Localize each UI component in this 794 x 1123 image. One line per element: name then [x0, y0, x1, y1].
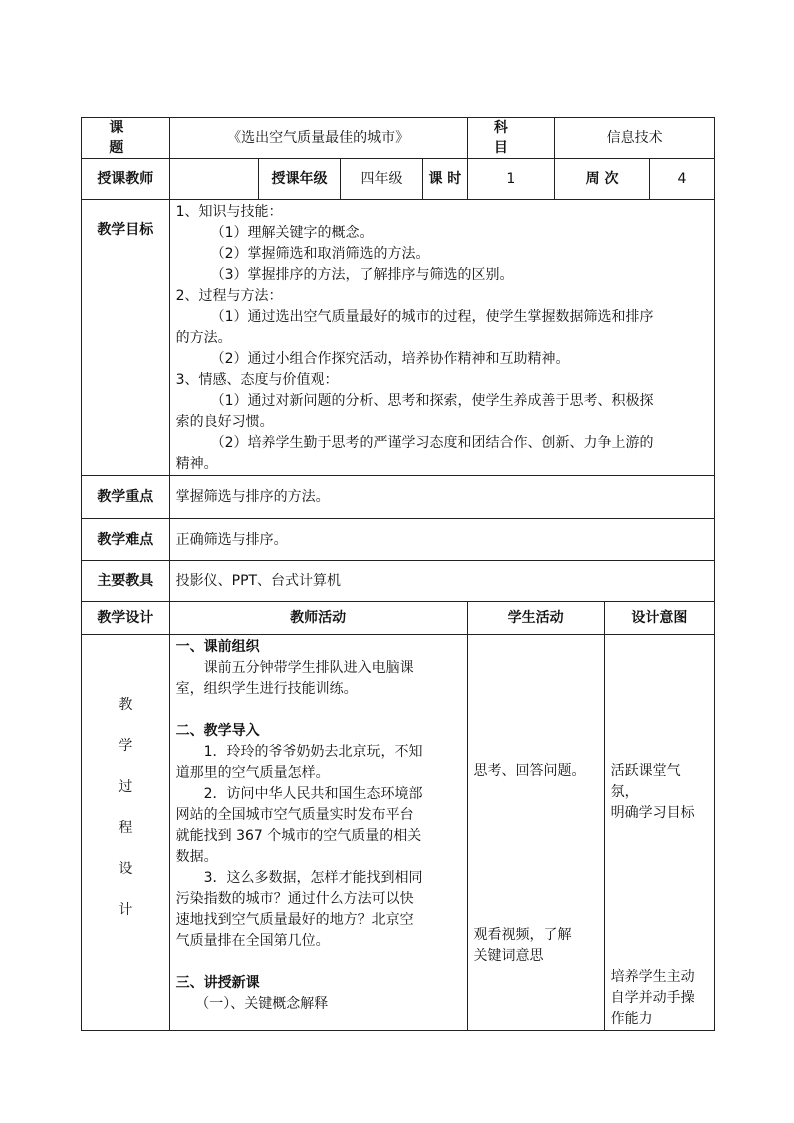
topic-row: [82, 118, 715, 159]
week-label: 周 次: [555, 159, 650, 200]
grade-value: 四年级: [340, 159, 422, 200]
teacher-activity-content: [169, 635, 467, 1031]
tools-value: 投影仪、PPT、台式计算机: [169, 561, 714, 602]
teacher-text: 3．这么多数据，怎样才能找到相同: [203, 870, 423, 886]
teacher-text: 室，组织学生进行技能训练。: [175, 681, 358, 697]
subject-label: 科 目: [467, 118, 555, 159]
process-vertical-label: [82, 635, 170, 1031]
difficulty-row: [82, 519, 715, 561]
section-heading: 一、课前组织: [175, 639, 260, 655]
objectives-label: 教学目标: [82, 200, 170, 476]
teacher-text: 就能找到 367 个城市的空气质量的相关: [175, 828, 422, 844]
grade-label: 授课年级: [259, 159, 340, 200]
lesson-plan-table: [81, 117, 715, 1031]
hours-label-text: 课 时: [428, 171, 462, 187]
student-text: 思考、回答问题。: [473, 763, 586, 779]
teacher-label: 授课教师: [82, 159, 170, 200]
teacher-text: 速地找到空气质量最好的地方？北京空: [175, 912, 414, 928]
objective-line: 的方法。: [175, 330, 232, 346]
teacher-text: 道那里的空气质量怎样。: [175, 765, 330, 781]
teacher-text: 数据。: [175, 849, 218, 865]
difficulty-label: 教学难点: [82, 519, 170, 561]
intent-text: 培养学生主动: [610, 969, 695, 985]
objective-line: （2）通过小组合作探究活动，培养协作精神和互助精神。: [210, 351, 570, 367]
teacher-text: 课前五分钟带学生排队进入电脑课: [203, 660, 414, 676]
key-point-row: [82, 476, 715, 519]
vertical-char: 计: [118, 902, 133, 918]
objectives-row: [82, 200, 715, 476]
objective-line: （1）通过对新问题的分析、思考和探索，使学生养成善于思考、积极探: [210, 393, 654, 409]
objective-line: （1）通过选出空气质量最好的城市的过程，使学生掌握数据筛选和排序: [210, 309, 654, 325]
tools-row: [82, 561, 715, 602]
teacher-text: 1．玲玲的爷爷奶奶去北京玩，不知: [203, 744, 423, 760]
key-point-label: 教学重点: [82, 476, 170, 519]
objective-line: （2）掌握筛选和取消筛选的方法。: [210, 246, 430, 262]
objective-line: 2、过程与方法：: [175, 288, 283, 304]
lesson-plan: [81, 117, 715, 1031]
student-text: 关键词意思: [473, 948, 544, 964]
section-heading: 三、讲授新课: [175, 975, 260, 991]
teacher-text: 2．访问中华人民共和国生态环境部: [203, 786, 423, 802]
objective-line: 精神。: [175, 456, 218, 472]
teacher-text: 网站的全国城市空气质量实时发布平台: [175, 807, 414, 823]
objective-line: （1）理解关键字的概念。: [210, 225, 374, 241]
hours-value: 1: [467, 159, 555, 200]
design-intent-content: [604, 635, 714, 1031]
student-activity-content: [467, 635, 604, 1031]
topic-label: 课 题: [82, 118, 170, 159]
teacher-text: 气质量排在全国第几位。: [175, 933, 330, 949]
objective-line: （3）掌握排序的方法，了解排序与筛选的区别。: [210, 267, 514, 283]
hours-label: [423, 159, 467, 200]
teacher-text: 污染指数的城市？通过什么方法可以快: [175, 891, 414, 907]
tools-label: 主要教具: [82, 561, 170, 602]
intent-text: 活跃课堂气氛，: [610, 763, 681, 800]
intent-text: 自学并动手操: [610, 990, 695, 1006]
design-header-row: [82, 602, 715, 635]
key-point-value: 掌握筛选与排序的方法。: [169, 476, 714, 519]
design-intent-header: 设计意图: [604, 602, 714, 635]
topic-value: 《选出空气质量最佳的城市》: [169, 118, 467, 159]
teacher-text: （一）、关键概念解释: [195, 996, 329, 1012]
teacher-activity-header: 教师活动: [169, 602, 467, 635]
vertical-char: 教: [118, 697, 133, 713]
vertical-char: 设: [118, 861, 133, 877]
student-text: 观看视频，了解: [473, 927, 572, 943]
objective-line: （2）培养学生勤于思考的严谨学习态度和团结合作、创新、力争上游的: [210, 435, 654, 451]
vertical-char: 学: [118, 738, 133, 754]
vertical-char: 过: [118, 779, 133, 795]
student-activity-header: 学生活动: [467, 602, 604, 635]
intent-text: 作能力: [610, 1011, 653, 1027]
vertical-char: 程: [118, 820, 133, 836]
objective-line: 1、知识与技能：: [175, 204, 283, 220]
objective-line: 索的良好习惯。: [175, 414, 274, 430]
design-label: 教学设计: [82, 602, 170, 635]
difficulty-value: 正确筛选与排序。: [169, 519, 714, 561]
teacher-value: [169, 159, 259, 200]
section-heading: 二、教学导入: [175, 723, 260, 739]
info-row: [82, 159, 715, 200]
week-value: 4: [650, 159, 715, 200]
objectives-content: [169, 200, 714, 476]
subject-value: 信息技术: [555, 118, 715, 159]
intent-text: 明确学习目标: [610, 805, 695, 821]
process-row: [82, 635, 715, 1031]
objective-line: 3、情感、态度与价值观：: [175, 372, 339, 388]
